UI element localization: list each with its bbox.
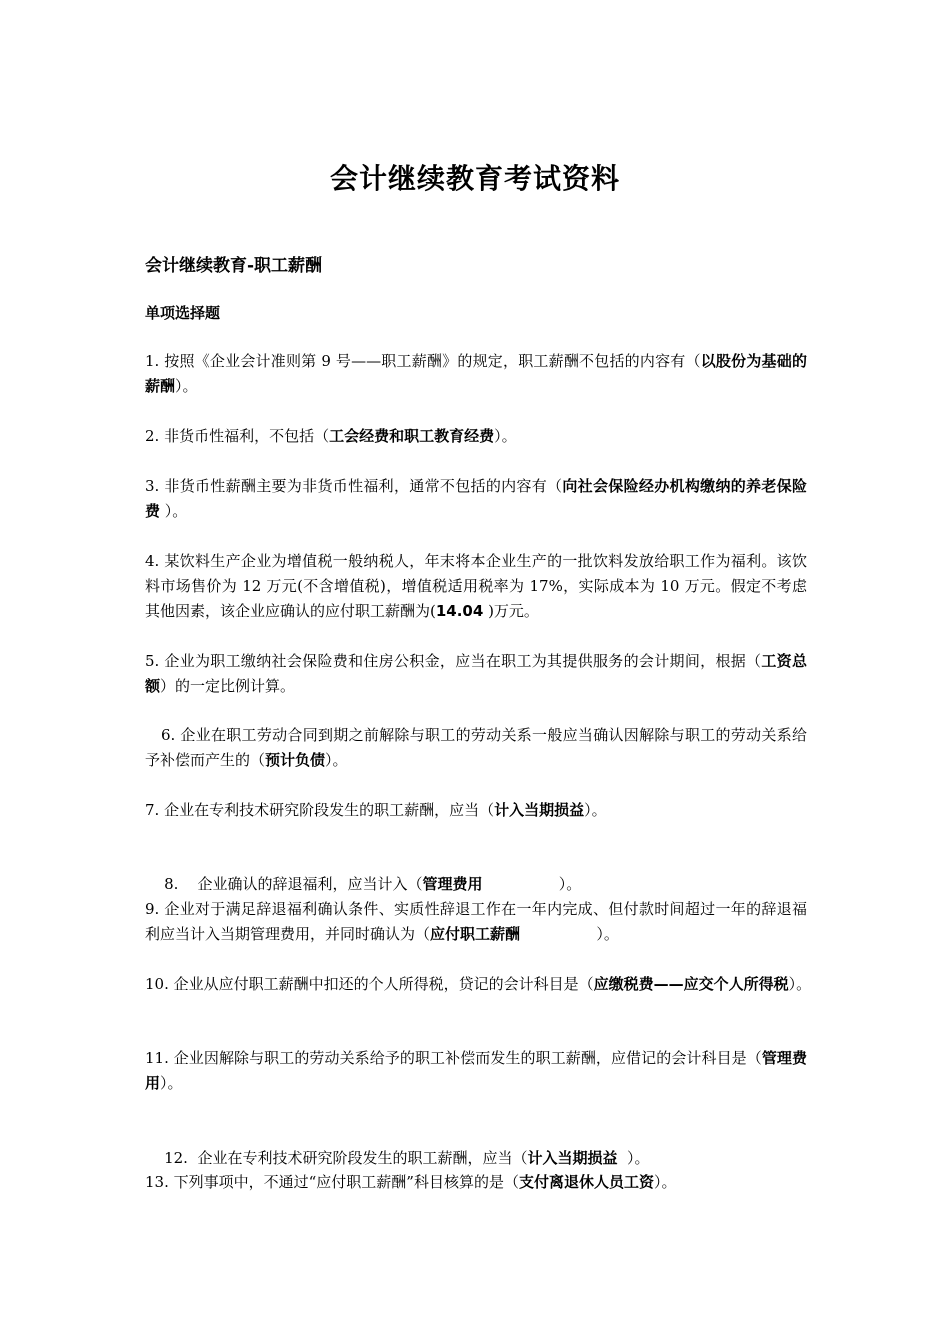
- answer-text: 工会经费和职工教育经费: [329, 427, 495, 445]
- chapter-heading: 会计继续教育-职工薪酬: [145, 256, 323, 276]
- question-item: 10. 企业从应付职工薪酬中扣还的个人所得税，贷记的会计科目是（应缴税费——应交个人所得税）。: [145, 975, 812, 993]
- answer-text: 管理费用: [422, 875, 483, 893]
- question-item: 1. 按照《企业会计准则第 9 号——职工薪酬》的规定，职工薪酬不包括的内容有（以股份为基础的薪酬）。: [145, 352, 807, 395]
- section-heading: 单项选择题: [145, 304, 221, 322]
- question-item: 13. 下列事项中，不通过“应付职工薪酬”科目核算的是（支付离退休人员工资）。: [145, 1173, 677, 1191]
- document-title: 会计继续教育考试资料: [329, 162, 620, 195]
- answer-text: 向社会保险经办机构缴纳的养老保险费: [145, 477, 807, 520]
- answer-text: 应缴税费——应交个人所得税: [593, 975, 789, 993]
- question-item: 5. 企业为职工缴纳社会保险费和住房公积金，应当在职工为其提供服务的会计期间，根据（工资总额）的一定比例计算。: [145, 652, 807, 695]
- answer-text: 计入当期损益: [494, 801, 585, 819]
- question-item: 2. 非货币性福利，不包括（工会经费和职工教育经费）。: [145, 427, 517, 445]
- question-item: 9. 企业对于满足辞退福利确认条件、实质性辞退工作在一年内完成、但付款时间超过一年的辞退福利应当计入当期管理费用，并同时确认为（应付职工薪酬 ）。: [145, 900, 807, 943]
- answer-text: 计入当期损益: [527, 1149, 618, 1167]
- answer-text: 应付职工薪酬: [430, 925, 521, 943]
- question-item: 12. 企业在专利技术研究阶段发生的职工薪酬，应当（计入当期损益 ）。: [164, 1149, 650, 1167]
- question-item: 8. 企业确认的辞退福利，应当计入（管理费用 ）。: [164, 875, 582, 893]
- question-item: 11. 企业因解除与职工的劳动关系给予的职工补偿而发生的职工薪酬，应借记的会计科目是（管理费用）。: [145, 1049, 807, 1092]
- answer-text: 以股份为基础的薪酬: [145, 352, 807, 395]
- question-item: 6. 企业在职工劳动合同到期之前解除与职工的劳动关系一般应当确认因解除与职工的劳动关系给予补偿而产生的（预计负债）。: [145, 726, 807, 769]
- question-item: 4. 某饮料生产企业为增值税一般纳税人，年末将本企业生产的一批饮料发放给职工作为福利。该饮料市场售价为 12 万元(不含增值税)，增值税适用税率为 17%，实际成本为 10 万元。假定不考虑其他因素，该企业应确认的应付职工薪酬为(14.04 )万元。: [145, 552, 807, 620]
- answer-text: 支付离退休人员工资: [518, 1173, 654, 1191]
- answer-text: 14.04: [435, 602, 484, 620]
- question-item: 7. 企业在专利技术研究阶段发生的职工薪酬，应当（计入当期损益）。: [145, 801, 607, 819]
- answer-text: 预计负债: [265, 751, 326, 769]
- answer-text: 工资总额: [145, 652, 807, 695]
- answer-text: 管理费用: [145, 1049, 807, 1092]
- question-item: 3. 非货币性薪酬主要为非货币性福利，通常不包括的内容有（向社会保险经办机构缴纳的养老保险费 ）。: [145, 477, 807, 520]
